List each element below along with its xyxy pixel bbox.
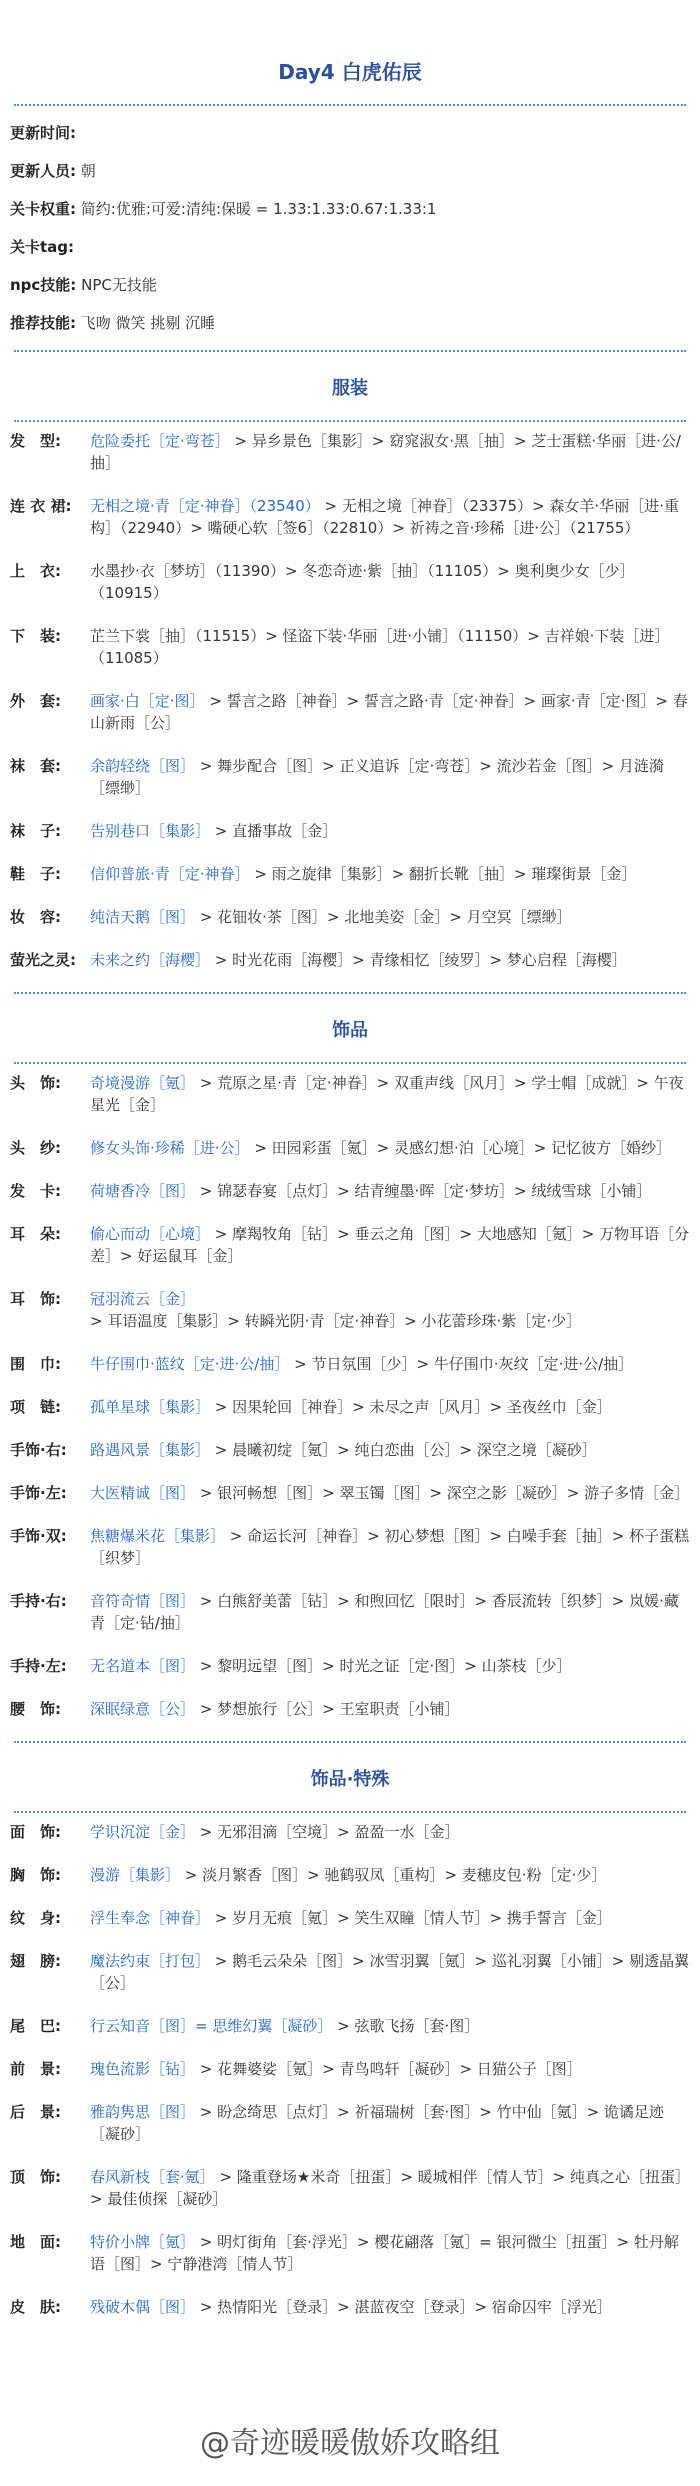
item-best-choice: 奇境漫游［氪］ xyxy=(90,1074,196,1092)
item-label: 皮 肤: xyxy=(10,2298,61,2316)
item-best-choice: 纯洁天鹅［图］ xyxy=(90,908,196,926)
item-content xyxy=(90,1396,690,1418)
item-label: 外 套: xyxy=(10,692,61,710)
item-alternatives: > 舞步配合［图］> 正义追诉［定·弯苍］> 流沙若金［图］> 月涟漪［缥缈］ xyxy=(90,757,664,797)
list-item xyxy=(0,1655,700,1677)
meta-block xyxy=(0,114,700,342)
list-item xyxy=(0,2231,700,2275)
list-item xyxy=(0,1396,700,1418)
item-content xyxy=(90,690,690,734)
item-label: 面 饰: xyxy=(10,1823,61,1841)
item-alternatives: > 摩羯牧角［钻］> 垂云之角［图］> 大地感知［氪］> 万物耳语［分差］> 好运鼠耳［金］ xyxy=(90,1225,690,1265)
list-item xyxy=(0,1907,700,1929)
item-best-choice: 深眠绿意［公］ xyxy=(90,1700,196,1718)
item-label: 鞋 子: xyxy=(10,865,61,883)
item-alternatives: > 鹅毛云朵朵［图］> 冰雪羽翼［氪］> 巡礼羽翼［小铺］> 剔透晶翼［公］ xyxy=(90,1952,690,1992)
item-best-choice: 危险委托［定·弯苍］ xyxy=(90,432,230,450)
meta-key: 更新人员: xyxy=(10,162,76,180)
list-item xyxy=(0,2101,700,2145)
item-content xyxy=(90,863,690,885)
list-item xyxy=(0,2296,700,2318)
list-item xyxy=(0,863,700,885)
item-alternatives: > 黎明远望［图］> 时光之证［定·图］> 山茶枝［少］ xyxy=(195,1657,572,1675)
item-content xyxy=(90,1072,690,1116)
item-label: 手饰·双: xyxy=(10,1527,67,1545)
item-best-choice: 孤单星球［集影］ xyxy=(90,1398,211,1416)
item-label: 发 型: xyxy=(10,432,61,450)
item-content xyxy=(90,1353,690,1375)
item-alternatives: > 无相之境［神眷］（23375）> 森女羊·华丽［进·重构］（22940）> 嘴硬心软［签6］（22810）> 祈祷之音·珍稀［进·公］（21755） xyxy=(90,497,679,537)
item-alternatives: > 淡月繁香［图］> 驰鹤驭凤［重构］> 麦穗皮包·粉［定·少］ xyxy=(180,1866,607,1884)
item-alternatives: > 无邪泪滴［空境］> 盈盈一水［金］ xyxy=(195,1823,460,1841)
item-alternatives: > 直播事故［金］ xyxy=(210,822,338,840)
item-content xyxy=(90,1590,690,1634)
page-title: Day4 白虎佑辰 xyxy=(278,60,422,84)
divider xyxy=(14,992,686,994)
item-content xyxy=(90,560,690,604)
meta-row xyxy=(10,266,690,304)
item-content xyxy=(90,1950,690,1994)
item-best-choice: 未来之约［海樱］ xyxy=(90,951,211,969)
list-item xyxy=(0,1950,700,1994)
divider xyxy=(14,350,686,352)
item-content xyxy=(90,1288,690,1332)
item-alternatives: > 银河畅想［图］> 翠玉镯［图］> 深空之影［凝砂］> 游子多情［金］ xyxy=(195,1484,690,1502)
item-content xyxy=(90,1180,690,1202)
meta-value: 飞吻 微笑 挑剔 沉睡 xyxy=(80,314,216,332)
meta-key: 推荐技能: xyxy=(10,314,76,332)
list-item xyxy=(0,1072,700,1116)
item-alternatives: > 田园彩蛋［氪］> 灵感幻想·泊［心境］> 记忆彼方［婚纱］ xyxy=(249,1139,672,1157)
item-alternatives: > 岁月无痕［氪］> 笑生双瞳［情人节］> 携手誓言［金］ xyxy=(210,1909,612,1927)
item-label: 手饰·右: xyxy=(10,1441,67,1459)
footer-watermark: @奇迹暖暖傲娇攻略组 xyxy=(200,2426,500,2461)
item-alternatives: > 因果轮回［神眷］> 未尽之声［风月］> 圣夜丝巾［金］ xyxy=(210,1398,612,1416)
list-item xyxy=(0,1180,700,1202)
item-label: 袜 子: xyxy=(10,822,61,840)
item-label: 顶 饰: xyxy=(10,2168,61,2186)
item-best-choice: 冠羽流云［金］ xyxy=(90,1290,196,1308)
item-alternatives: > 耳语温度［集影］> 转瞬光阴·青［定·神眷］> 小花蕾珍珠·紫［定·少］ xyxy=(90,1312,582,1330)
item-best-choice: 画家·白［定·图］ xyxy=(90,692,205,710)
item-content xyxy=(90,1821,690,1843)
list-item xyxy=(0,1223,700,1267)
item-best-choice: 无名道本［图］ xyxy=(90,1657,196,1675)
list-item xyxy=(0,1590,700,1634)
item-content xyxy=(90,1223,690,1267)
item-content xyxy=(90,1907,690,1929)
item-best-choice: 无相之境·青［定·神眷］（23540） xyxy=(90,497,320,515)
item-label: 前 景: xyxy=(10,2060,61,2078)
item-alternatives: > 锦瑟春宴［点灯］> 结青缠墨·晖［定·梦坊］> 绒绒雪球［小铺］ xyxy=(195,1182,652,1200)
item-label: 妆 容: xyxy=(10,908,61,926)
item-best-choice: 余韵轻绕［图］ xyxy=(90,757,196,775)
section-title: 服装 xyxy=(332,378,368,399)
item-label: 纹 身: xyxy=(10,1909,61,1927)
list-item xyxy=(0,949,700,971)
item-alternatives: 芷兰下裳［抽］（11515）> 怪盗下装·华丽［进·小铺］（11150）> 吉祥娘·下装［进］（11085） xyxy=(90,627,670,667)
list-item xyxy=(0,1821,700,1843)
item-best-choice: 残破木偶［图］ xyxy=(90,2298,196,2316)
list-item xyxy=(0,2015,700,2037)
item-label: 上 衣: xyxy=(10,562,61,580)
divider xyxy=(14,1062,686,1064)
meta-key: 更新时间: xyxy=(10,124,76,142)
meta-row xyxy=(10,228,690,266)
section-title: 饰品 xyxy=(332,1020,368,1041)
item-label: 手饰·左: xyxy=(10,1484,67,1502)
item-label: 地 面: xyxy=(10,2233,61,2251)
item-best-choice: 牛仔围巾·蓝纹［定·进·公/抽］ xyxy=(90,1355,290,1373)
item-alternatives: > 热情阳光［登录］> 湛蓝夜空［登录］> 宿命囚牢［浮光］ xyxy=(195,2298,612,2316)
sections xyxy=(0,350,700,2318)
meta-value: 朝 xyxy=(80,162,96,180)
list-item xyxy=(0,906,700,928)
item-content xyxy=(90,1864,690,1886)
item-label: 尾 巴: xyxy=(10,2017,61,2035)
item-best-choice: 行云知音［图］= 思维幻翼［凝砂］ xyxy=(90,2017,333,2035)
item-label: 下 装: xyxy=(10,627,61,645)
item-content xyxy=(90,1698,690,1720)
item-best-choice: 信仰普旅·青［定·神眷］ xyxy=(90,865,250,883)
list-item xyxy=(0,2166,700,2210)
item-label: 头 纱: xyxy=(10,1139,61,1157)
list-item xyxy=(0,755,700,799)
item-alternatives: > 命运长河［神眷］> 初心梦想［图］> 白噪手套［抽］> 杯子蛋糕［织梦］ xyxy=(90,1527,690,1567)
item-alternatives: > 雨之旋律［集影］> 翻折长靴［抽］> 璀璨街景［金］ xyxy=(249,865,637,883)
item-alternatives: > 白熊舒美蕾［钻］> 和煦回忆［限时］> 香辰流转［织梦］> 岚媛·藏青［定·钻/抽］ xyxy=(90,1592,679,1632)
list-item xyxy=(0,1482,700,1504)
item-label: 耳 饰: xyxy=(10,1290,61,1308)
item-best-choice: 漫游［集影］ xyxy=(90,1866,181,1884)
item-content xyxy=(90,430,690,474)
item-best-choice: 魔法约束［打包］ xyxy=(90,1952,211,1970)
list-item xyxy=(0,1353,700,1375)
list-item xyxy=(0,2058,700,2080)
list-item xyxy=(0,690,700,734)
item-content xyxy=(90,949,690,971)
item-best-choice: 偷心而动［心境］ xyxy=(90,1225,211,1243)
item-content xyxy=(90,1439,690,1461)
item-content xyxy=(90,495,690,539)
meta-row xyxy=(10,190,690,228)
item-best-choice: 春风新枝［套·氪］ xyxy=(90,2168,215,2186)
item-content xyxy=(90,2101,690,2145)
item-best-choice: 焦糖爆米花［集影］ xyxy=(90,1527,226,1545)
item-alternatives: > 梦想旅行［公］> 王室职责［小铺］ xyxy=(195,1700,460,1718)
item-best-choice: 路遇风景［集影］ xyxy=(90,1441,211,1459)
item-label: 后 景: xyxy=(10,2103,61,2121)
item-alternatives: > 花钿妆·茶［图］> 北地美姿［金］> 月空冥［缥缈］ xyxy=(195,908,572,926)
meta-row xyxy=(10,114,690,152)
list-item xyxy=(0,820,700,842)
meta-row xyxy=(10,152,690,190)
meta-key: npc技能: xyxy=(10,276,77,294)
item-alternatives: > 节日氛围［少］> 牛仔围巾·灰纹［定·进·公/抽］ xyxy=(289,1355,634,1373)
list-item xyxy=(0,430,700,474)
list-item xyxy=(0,1439,700,1461)
meta-value: NPC无技能 xyxy=(81,276,157,294)
list-item xyxy=(0,1698,700,1720)
item-content xyxy=(90,2166,690,2210)
item-best-choice: 学识沉淀［金］ xyxy=(90,1823,196,1841)
divider xyxy=(14,420,686,422)
item-label: 项 链: xyxy=(10,1398,61,1416)
item-label: 胸 饰: xyxy=(10,1866,61,1884)
item-label: 连 衣 裙: xyxy=(10,497,72,515)
item-label: 耳 朵: xyxy=(10,1225,61,1243)
item-content xyxy=(90,2058,690,2080)
item-content xyxy=(90,1525,690,1569)
item-best-choice: 修女头饰·珍稀［进·公］ xyxy=(90,1139,250,1157)
item-alternatives: > 晨曦初绽［氪］> 纯白恋曲［公］> 深空之境［凝砂］ xyxy=(210,1441,597,1459)
item-content xyxy=(90,906,690,928)
item-content xyxy=(90,1655,690,1677)
divider xyxy=(14,1741,686,1743)
item-alternatives: > 明灯街角［套·浮光］> 樱花翩落［氪］= 银河微尘［扭蛋］> 牡丹解语［图］> 宁静港湾［情人节］ xyxy=(90,2233,679,2273)
item-content xyxy=(90,2231,690,2275)
list-item xyxy=(0,1288,700,1332)
list-item xyxy=(0,625,700,669)
item-label: 发 卡: xyxy=(10,1182,61,1200)
item-label: 腰 饰: xyxy=(10,1700,61,1718)
item-best-choice: 浮生奉念［神眷］ xyxy=(90,1909,211,1927)
item-best-choice: 告别巷口［集影］ xyxy=(90,822,211,840)
item-content xyxy=(90,625,690,669)
item-label: 萤光之灵: xyxy=(10,951,76,969)
item-content xyxy=(90,2296,690,2318)
list-item xyxy=(0,560,700,604)
item-content xyxy=(90,1137,690,1159)
item-label: 手持·右: xyxy=(10,1592,67,1610)
list-item xyxy=(0,1864,700,1886)
item-best-choice: 雅韵隽思［图］ xyxy=(90,2103,196,2121)
item-best-choice: 音符奇情［图］ xyxy=(90,1592,196,1610)
item-alternatives: 水墨抄·衣［梦坊］（11390）> 冬恋奇迹·紫［抽］（11105）> 奥利奥少女［少］（10915） xyxy=(90,562,635,602)
item-alternatives: > 弦歌飞扬［套·图］ xyxy=(332,2017,480,2035)
item-best-choice: 瑰色流影［钻］ xyxy=(90,2060,196,2078)
item-content xyxy=(90,820,690,842)
item-content xyxy=(90,755,690,799)
list-item xyxy=(0,1137,700,1159)
item-best-choice: 荷塘香冷［图］ xyxy=(90,1182,196,1200)
item-best-choice: 大医精诚［图］ xyxy=(90,1484,196,1502)
item-content xyxy=(90,1482,690,1504)
meta-row xyxy=(10,304,690,342)
section-title: 饰品·特殊 xyxy=(310,1769,390,1790)
item-best-choice: 特价小牌［氪］ xyxy=(90,2233,196,2251)
item-label: 手持·左: xyxy=(10,1657,67,1675)
meta-key: 关卡tag: xyxy=(10,238,75,256)
item-alternatives: > 荒原之星·青［定·神眷］> 双重声线［风月］> 学士帽［成就］> 午夜星光［金］ xyxy=(90,1074,684,1114)
meta-value: 简约:优雅:可爱:清纯:保暖 = 1.33:1.33:0.67:1.33:1 xyxy=(80,200,437,218)
item-label: 袜 套: xyxy=(10,757,61,775)
item-alternatives: > 花舞婆娑［氪］> 青鸟鸣轩［凝砂］> 日猫公子［图］ xyxy=(195,2060,582,2078)
item-alternatives: > 盼念绮思［点灯］> 祈福瑞树［套·图］> 竹中仙［氪］> 诡谲足迹［凝砂］ xyxy=(90,2103,664,2143)
item-content xyxy=(90,2015,690,2037)
item-label: 围 巾: xyxy=(10,1355,61,1373)
item-alternatives: > 时光花雨［海樱］> 青缘相忆［绫罗］> 梦心启程［海樱］ xyxy=(210,951,627,969)
divider xyxy=(14,1811,686,1813)
item-alternatives: > 隆重登场★米奇［扭蛋］> 暖城相伴［情人节］> 纯真之心［扭蛋］> 最佳侦探［凝砂］ xyxy=(90,2168,691,2208)
item-alternatives: > 誓言之路［神眷］> 誓言之路·青［定·神眷］> 画家·青［定·图］> 春山新雨［公］ xyxy=(90,692,688,732)
divider xyxy=(14,104,686,106)
item-alternatives: > 异乡景色［集影］> 窈窕淑女·黑［抽］> 芝士蛋糕·华丽［进·公/抽］ xyxy=(90,432,681,472)
item-label: 翅 膀: xyxy=(10,1952,61,1970)
list-item xyxy=(0,495,700,539)
list-item xyxy=(0,1525,700,1569)
item-label: 头 饰: xyxy=(10,1074,61,1092)
meta-key: 关卡权重: xyxy=(10,200,76,218)
